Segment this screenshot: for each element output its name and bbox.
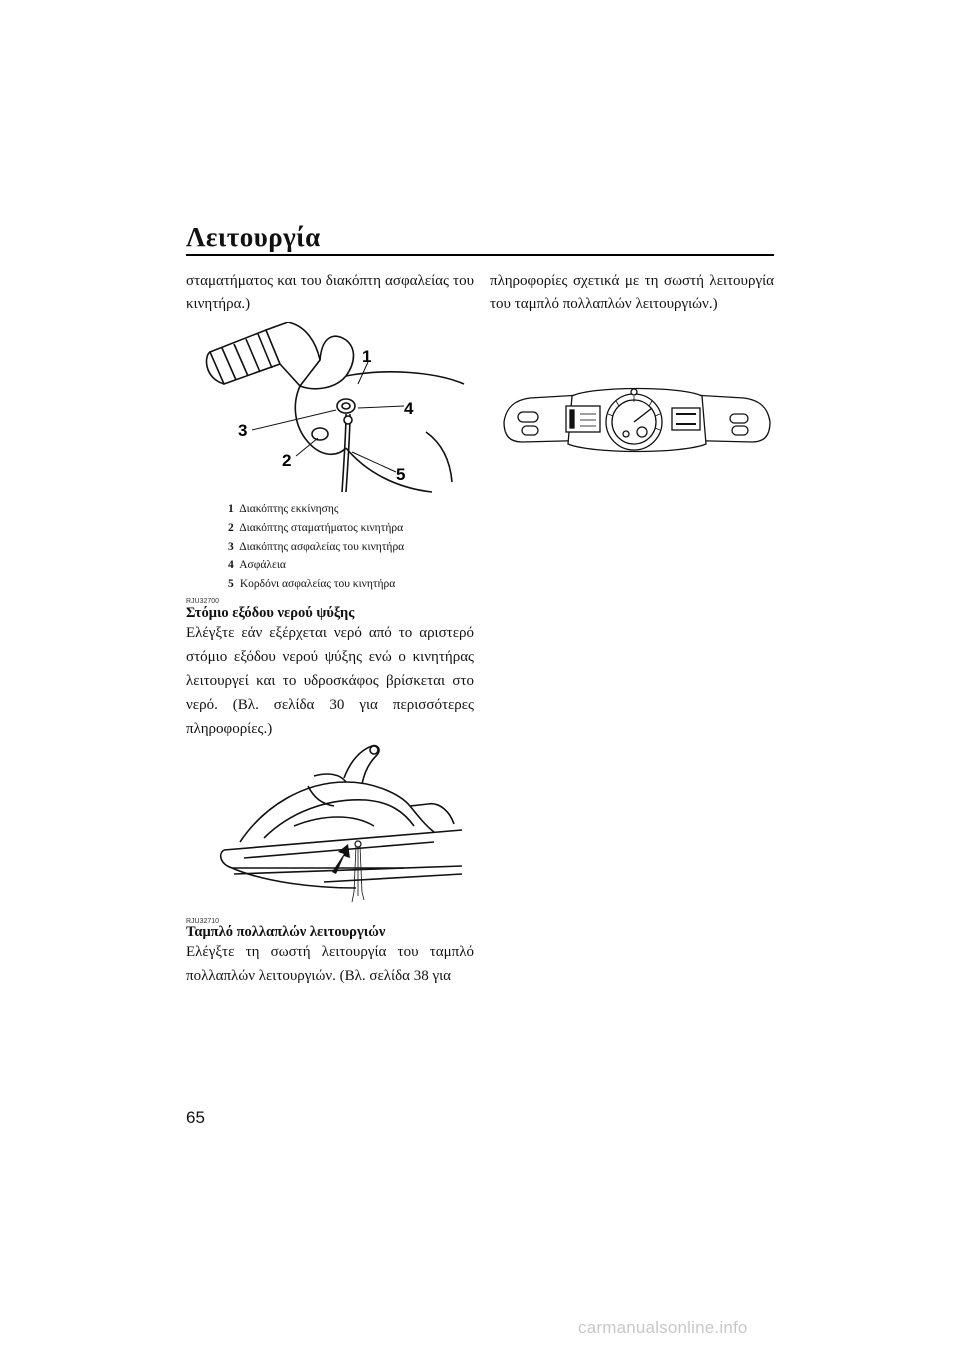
legend-text: Διακόπτης σταματήματος κινητήρα: [239, 521, 404, 534]
watercraft-water-outlet-illustration: [204, 742, 466, 908]
legend-text: Ασφάλεια: [239, 559, 286, 572]
callout-3: 3: [238, 421, 248, 440]
callout-1: 1: [362, 347, 372, 366]
section-title-multifunction-meter: Ταμπλό πολλαπλών λειτουργιών: [186, 924, 386, 940]
section-body-multifunction-meter: [186, 940, 474, 988]
section-title-cooling-water: Στόμιο εξόδου νερού ψύξης: [186, 605, 355, 621]
callout-2: 2: [282, 451, 292, 470]
left-continued-paragraph: σταματήματος και του διακόπτη ασφαλείας του κινητήρα.): [186, 273, 474, 312]
legend-item: [228, 519, 404, 538]
legend-number: 1: [228, 503, 234, 515]
legend-number: 5: [228, 578, 234, 591]
legend-text: Διακόπτης ασφαλείας του κινητήρα: [239, 540, 405, 553]
callout-4: 4: [404, 399, 414, 418]
legend-item: [228, 556, 404, 575]
legend-number: 3: [228, 540, 234, 553]
page-number: 65: [186, 1108, 205, 1127]
section-code: RJU32700: [186, 598, 220, 605]
multifunction-meter-illustration: [502, 382, 772, 456]
left-continued-text-block: [186, 270, 474, 315]
handlebar-switch-illustration: [196, 322, 466, 500]
header-rule: [186, 254, 774, 256]
legend-item: [228, 575, 404, 594]
legend-text: Κορδόνι ασφαλείας του κινητήρα: [239, 578, 396, 591]
legend-number: 2: [228, 521, 234, 534]
right-continued-paragraph: πληροφορίες σχετικά με τη σωστή λειτουργία του ταμπλό πολλαπλών λειτουργιών.): [490, 273, 774, 312]
legend-item: [228, 500, 404, 519]
multifunction-meter-paragraph: Ελέγξτε τη σωστή λειτουργία του ταμπλό πολλαπλών λειτουργιών. (Βλ. σελίδα 38 για: [186, 944, 474, 984]
legend-number: 4: [228, 559, 234, 572]
watermark: carmanualsonline.info: [578, 1318, 748, 1337]
right-continued-text-block: [490, 270, 774, 315]
cooling-water-paragraph: Ελέγξτε εάν εξέρχεται νερό από το αριστερό στόμιο εξόδου νερού ψύξης ενώ ο κινητήρας λειτουργεί και το υδροσκάφος βρίσκεται στο νερό. (Βλ. σελίδα 30 για περισσότερες πληροφορίες.): [186, 625, 474, 737]
legend-text: Διακόπτης εκκίνησης: [239, 503, 339, 515]
legend-item: [228, 538, 404, 557]
section-body-cooling-water: [186, 621, 474, 741]
figure-legend: [228, 500, 404, 594]
page-header-title: Λειτουργία: [186, 222, 321, 252]
callout-5: 5: [396, 465, 406, 484]
section-code: RJU32710: [186, 918, 220, 925]
